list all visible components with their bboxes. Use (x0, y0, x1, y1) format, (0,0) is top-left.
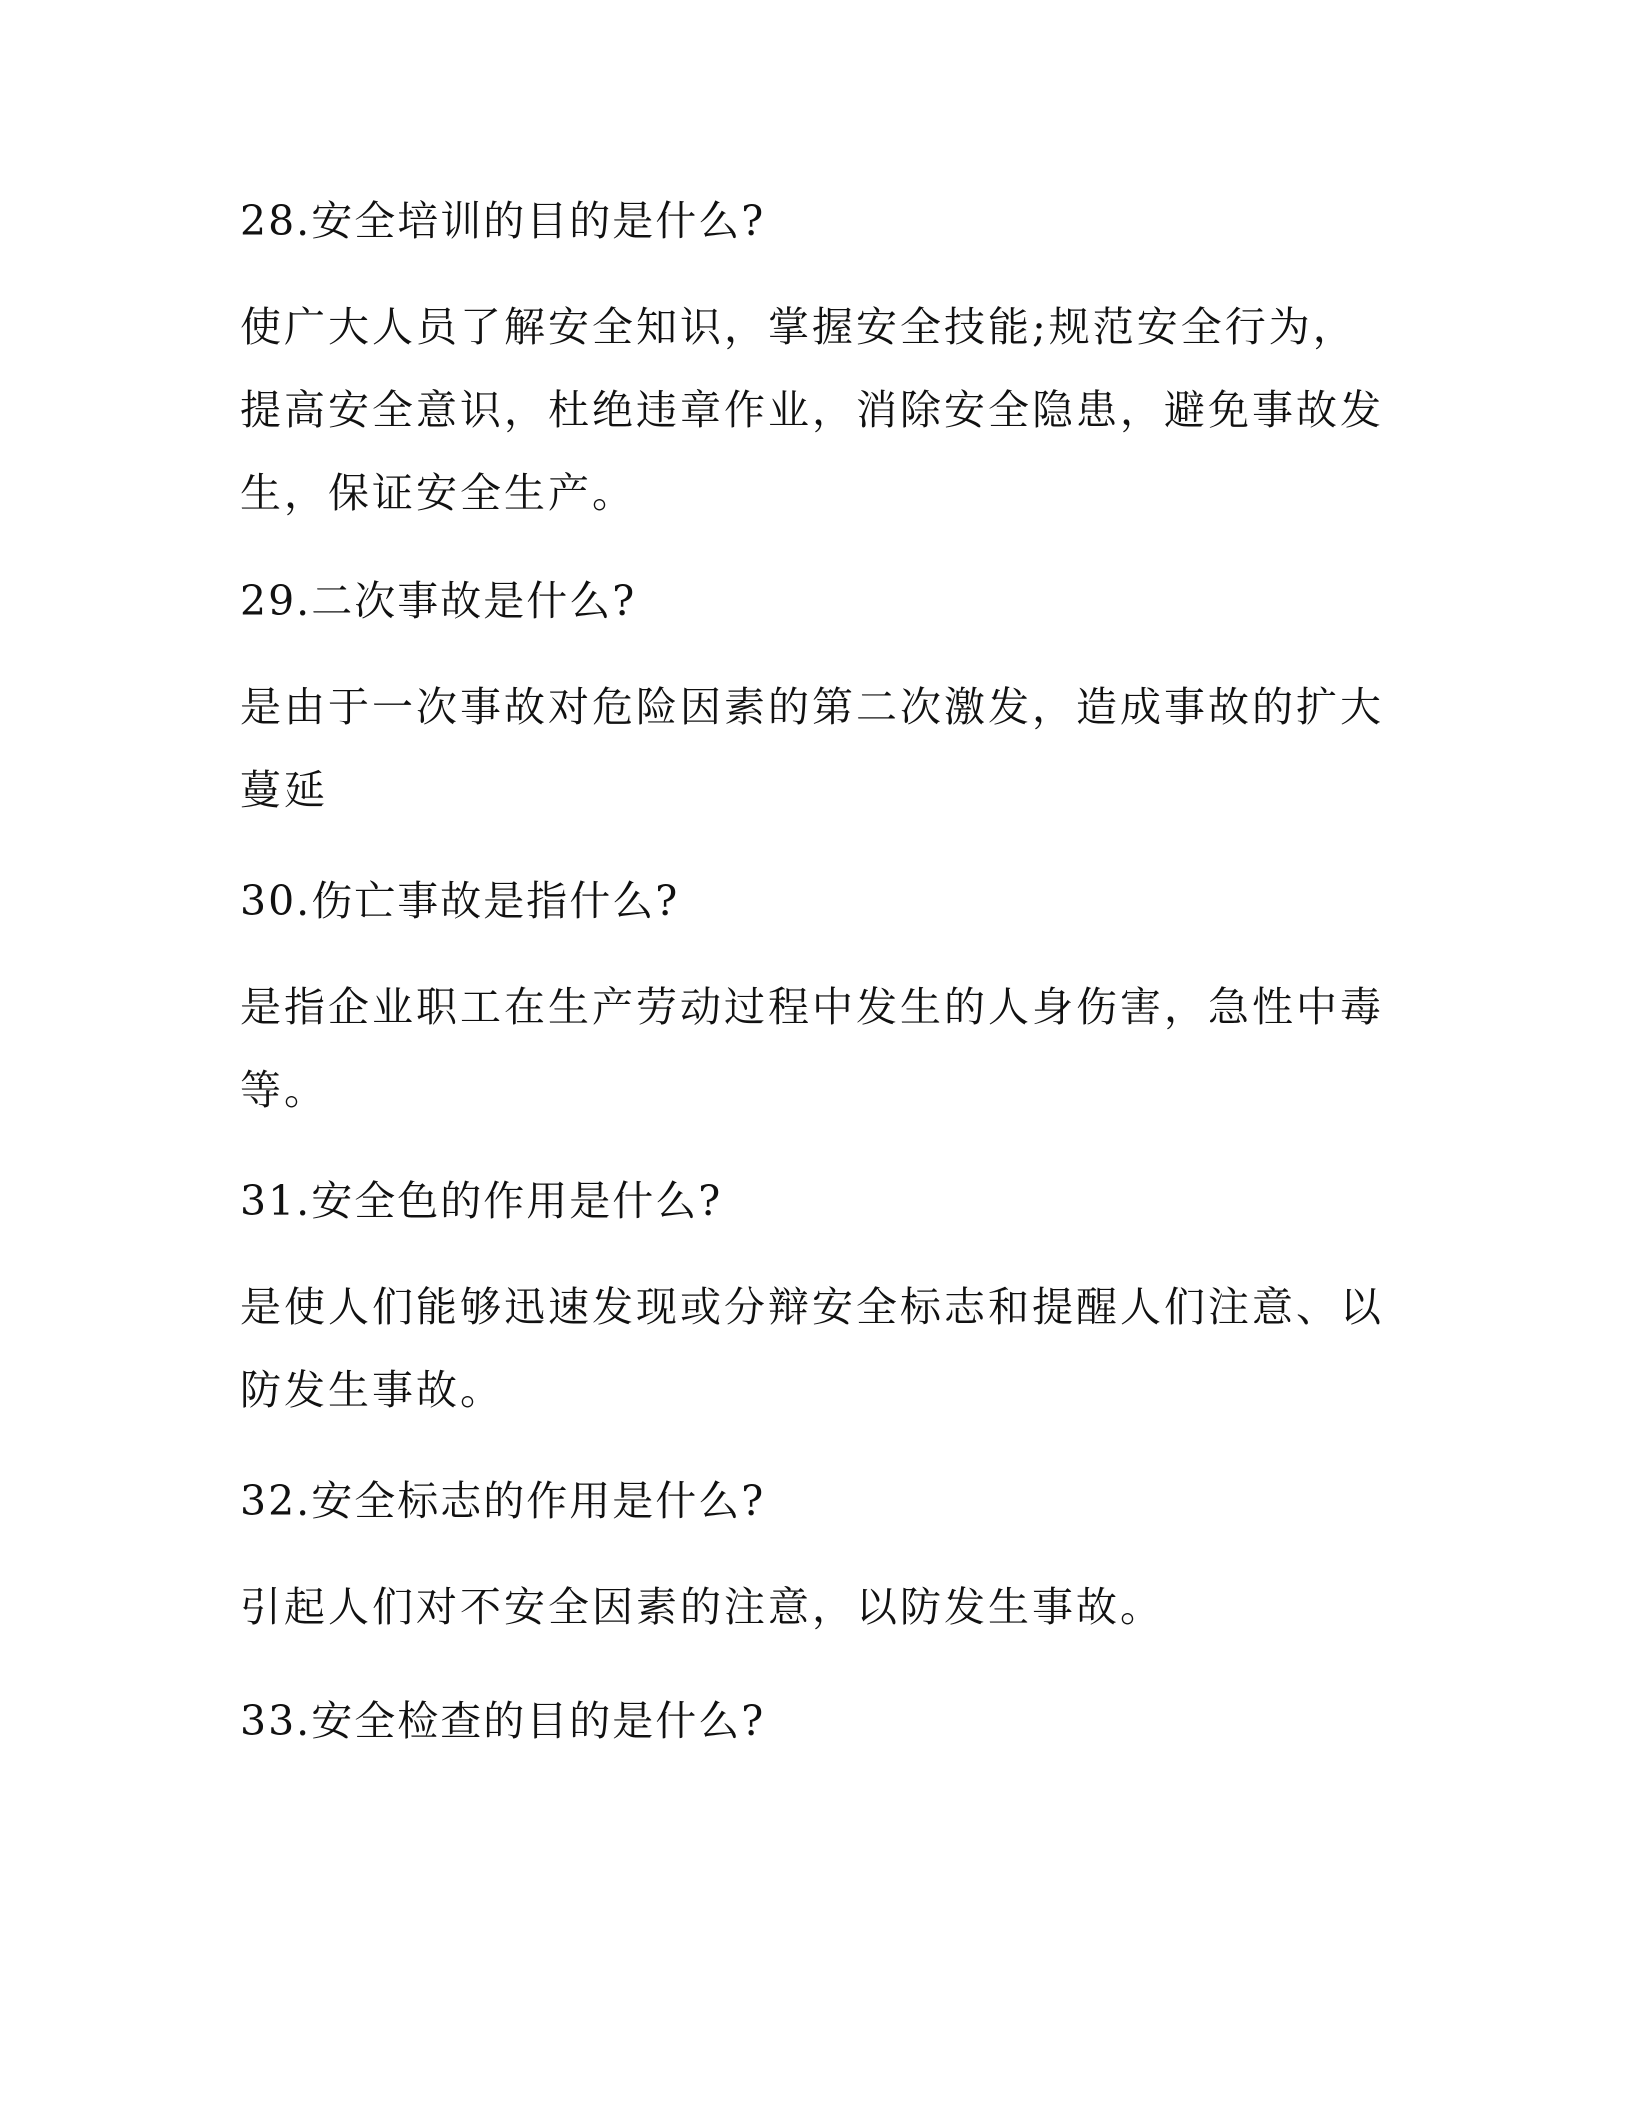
answer-32: 引起人们对不安全因素的注意，以防发生事故。 (240, 1583, 1164, 1631)
answer-30: 是指企业职工在生产劳动过程中发生的人身伤害，急性中毒等。 (240, 983, 1384, 1114)
question-31: 31.安全色的作用是什么? (240, 1177, 723, 1225)
answer-28: 使广大人员了解安全知识，掌握安全技能;规范安全行为，提高安全意识，杜绝违章作业，消除安全隐患，避免事故发生，保证安全生产。 (240, 303, 1384, 517)
answer-29: 是由于一次事故对危险因素的第二次激发，造成事故的扩大蔓延 (240, 683, 1384, 814)
question-28: 28.安全培训的目的是什么? (240, 197, 766, 245)
question-33: 33.安全检查的目的是什么? (240, 1697, 766, 1745)
answer-31: 是使人们能够迅速发现或分辩安全标志和提醒人们注意、以防发生事故。 (240, 1283, 1384, 1414)
question-30: 30.伤亡事故是指什么? (240, 877, 680, 925)
question-29: 29.二次事故是什么? (240, 577, 637, 625)
question-32: 32.安全标志的作用是什么? (240, 1477, 766, 1525)
